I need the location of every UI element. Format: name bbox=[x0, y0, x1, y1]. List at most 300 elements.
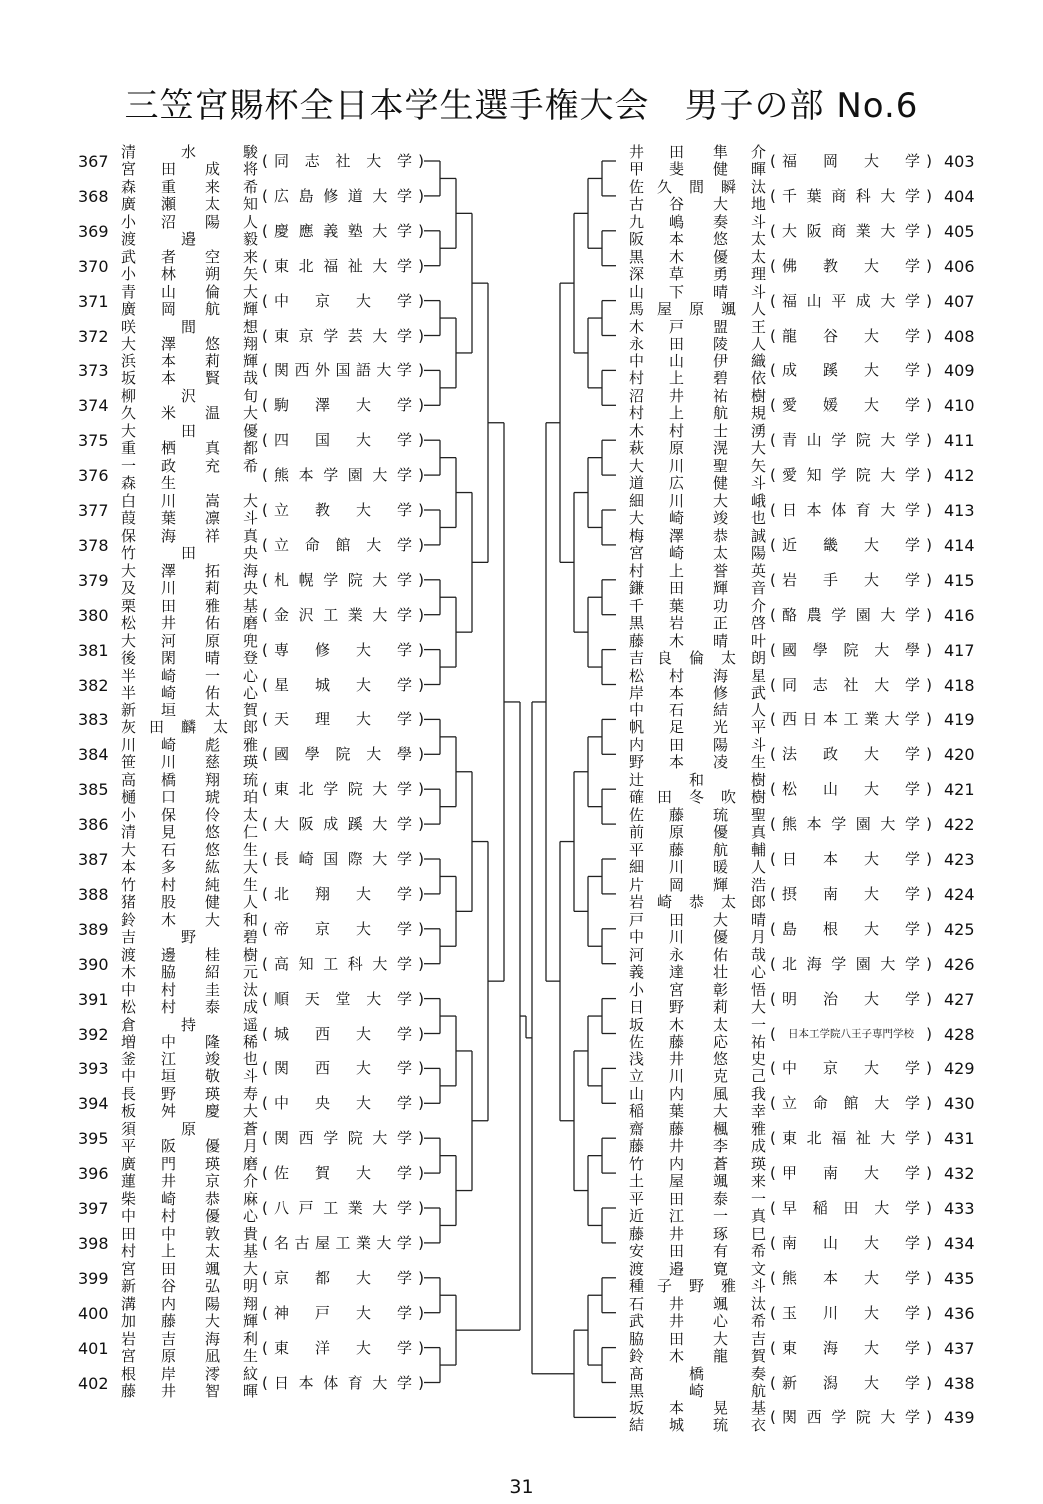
school-name: ( 國 學 院 大 學 ) bbox=[262, 745, 424, 764]
player-name: 中 石 結 人 bbox=[628, 701, 766, 720]
player-name: 道 広 健 斗 bbox=[628, 474, 766, 493]
player-name: 石 井 颯 汰 bbox=[628, 1294, 766, 1313]
school-name: ( 慶 應 義 塾 大 学 ) bbox=[262, 221, 424, 240]
player-name: 大 川 聖 矢 bbox=[628, 457, 766, 476]
player-name: 義 達 壮 心 bbox=[628, 962, 766, 981]
player-name: 岩 崎 恭 太 郎 bbox=[628, 892, 766, 911]
player-name: 佐 藤 琉 聖 bbox=[628, 806, 766, 825]
right-entry bbox=[0, 982, 1043, 1016]
player-name: 藤 井 琢 巳 bbox=[628, 1224, 766, 1243]
player-name: 野 本 凌 生 bbox=[628, 753, 766, 772]
seed-number: 422 bbox=[944, 815, 975, 835]
player-name: 松 村 泰 成 bbox=[120, 997, 258, 1016]
right-entry bbox=[0, 1017, 1043, 1051]
seed-number: 378 bbox=[78, 535, 109, 555]
right-entry bbox=[0, 423, 1043, 457]
seed-number: 437 bbox=[944, 1338, 975, 1358]
seed-number: 384 bbox=[78, 745, 109, 765]
school-name: ( 南 山 大 学 ) bbox=[770, 1233, 932, 1252]
seed-number: 412 bbox=[944, 466, 975, 486]
player-name: 村 上 航 規 bbox=[628, 404, 766, 423]
player-name: 咲 間 想 bbox=[120, 317, 258, 336]
seed-number: 430 bbox=[944, 1094, 975, 1114]
school-name: ( 佐 賀 大 学 ) bbox=[262, 1164, 424, 1183]
player-name: 宮 田 颯 大 bbox=[120, 1259, 258, 1278]
player-name: 村 上 碧 依 bbox=[628, 369, 766, 388]
seed-number: 421 bbox=[944, 780, 975, 800]
right-entry bbox=[0, 214, 1043, 248]
right-entry bbox=[0, 1086, 1043, 1120]
player-name: 黒 岩 正 啓 bbox=[628, 613, 766, 632]
seed-number: 427 bbox=[944, 989, 975, 1009]
seed-number: 394 bbox=[78, 1094, 109, 1114]
seed-number: 426 bbox=[944, 954, 975, 974]
seed-number: 402 bbox=[78, 1373, 109, 1393]
player-name: 甲 斐 健 暉 bbox=[628, 160, 766, 178]
right-entry bbox=[0, 1191, 1043, 1225]
player-name: 藤 井 智 暉 bbox=[120, 1381, 258, 1400]
player-name: 溝 内 陽 翔 bbox=[120, 1294, 258, 1313]
right-entry bbox=[0, 947, 1043, 981]
school-name: ( 千 葉 商 科 大 学 ) bbox=[770, 186, 932, 205]
seed-number: 372 bbox=[78, 326, 109, 346]
school-name: ( 熊 本 学 園 大 学 ) bbox=[770, 815, 932, 834]
player-name: 梅 澤 恭 誠 bbox=[628, 526, 766, 545]
player-name: 宮 原 凪 生 bbox=[120, 1346, 258, 1365]
seed-number: 413 bbox=[944, 501, 975, 520]
seed-number: 396 bbox=[78, 1164, 109, 1184]
right-entry bbox=[0, 737, 1043, 771]
seed-number: 398 bbox=[78, 1233, 109, 1253]
seed-number: 374 bbox=[78, 396, 109, 416]
player-name: 久 米 温 大 bbox=[120, 404, 258, 423]
player-name: 重 栖 真 都 bbox=[120, 439, 258, 458]
school-name: ( 帝 京 大 学 ) bbox=[262, 919, 424, 938]
player-name: 小 保 伶 太 bbox=[120, 806, 258, 825]
player-name: 川 崎 彪 雅 bbox=[120, 736, 258, 755]
player-name: 中 川 優 月 bbox=[628, 927, 766, 946]
right-entry bbox=[0, 877, 1043, 911]
player-name: 岩 吉 海 利 bbox=[120, 1329, 258, 1348]
school-name: ( 関 西 大 学 ) bbox=[262, 1059, 424, 1078]
school-name: ( 立 命 館 大 学 ) bbox=[262, 535, 424, 554]
school-name: ( 青 山 学 院 大 学 ) bbox=[770, 431, 932, 450]
player-name: 九 嶋 奏 斗 bbox=[628, 212, 766, 231]
school-name: ( 玉 川 大 学 ) bbox=[770, 1303, 932, 1322]
school-name: ( 京 都 大 学 ) bbox=[262, 1268, 424, 1287]
right-entry bbox=[0, 179, 1043, 213]
seed-number: 371 bbox=[78, 291, 109, 311]
player-name: 土 屋 颯 来 bbox=[628, 1172, 766, 1191]
player-name: 須 原 蒼 bbox=[120, 1120, 258, 1139]
player-name: 後 閑 晴 登 bbox=[120, 648, 258, 667]
seed-number: 406 bbox=[944, 256, 975, 276]
player-name: 増 中 隆 稀 bbox=[120, 1032, 258, 1051]
school-name: ( 酪 農 学 園 大 学 ) bbox=[770, 605, 932, 624]
player-name: 種 子 野 雅 斗 bbox=[628, 1276, 766, 1295]
seed-number: 415 bbox=[944, 570, 975, 590]
player-name: 坂 本 晃 基 bbox=[628, 1399, 766, 1418]
school-name: ( 東 北 福 祉 大 学 ) bbox=[770, 1129, 932, 1148]
player-name: 新 垣 太 賀 bbox=[120, 701, 258, 720]
seed-number: 397 bbox=[78, 1199, 109, 1218]
player-name: 根 岸 澪 紋 bbox=[120, 1364, 258, 1383]
seed-number: 404 bbox=[944, 186, 975, 206]
player-name: 佐 藤 応 祐 bbox=[628, 1032, 766, 1051]
player-name: 藤 井 李 成 bbox=[628, 1137, 766, 1156]
school-name: ( 城 西 大 学 ) bbox=[262, 1024, 424, 1043]
seed-number: 393 bbox=[78, 1059, 109, 1079]
player-name: 吉 野 碧 bbox=[120, 927, 258, 946]
school-name: ( 広 島 修 道 大 学 ) bbox=[262, 186, 424, 205]
school-name: ( 大 阪 成 蹊 大 学 ) bbox=[262, 815, 424, 834]
school-name: ( 東 洋 大 学 ) bbox=[262, 1338, 424, 1357]
player-name: 田 中 敦 貴 bbox=[120, 1224, 258, 1243]
player-name: 松 村 海 星 bbox=[628, 666, 766, 685]
seed-number: 389 bbox=[78, 919, 109, 939]
player-name: 竹 村 純 生 bbox=[120, 875, 258, 894]
player-name: 竹 田 央 bbox=[120, 543, 258, 562]
seed-number: 400 bbox=[78, 1303, 109, 1323]
player-name: 小 宮 彰 悟 bbox=[628, 980, 766, 999]
seed-number: 434 bbox=[944, 1233, 975, 1253]
seed-number: 403 bbox=[944, 152, 975, 171]
player-name: 柳 沢 旬 bbox=[120, 387, 258, 406]
player-name: 鈴 木 龍 賀 bbox=[628, 1346, 766, 1365]
school-name: ( 東 海 大 学 ) bbox=[770, 1338, 932, 1357]
player-name: 沼 井 祐 樹 bbox=[628, 387, 766, 406]
school-name: ( 熊 本 学 園 大 学 ) bbox=[262, 466, 424, 485]
player-name: 日 野 莉 大 bbox=[628, 997, 766, 1016]
player-name: 猪 股 健 人 bbox=[120, 892, 258, 911]
seed-number: 423 bbox=[944, 850, 975, 869]
school-name: ( 同 志 社 大 学 ) bbox=[262, 152, 424, 170]
player-name: 及 川 莉 央 bbox=[120, 578, 258, 597]
player-name: 山 内 風 我 bbox=[628, 1085, 766, 1104]
seed-number: 383 bbox=[78, 710, 109, 730]
player-name: 柴 崎 恭 麻 bbox=[120, 1190, 258, 1208]
player-name: 木 村 士 湧 bbox=[628, 422, 766, 441]
school-name: ( 松 山 大 学 ) bbox=[770, 780, 932, 799]
player-name: 坂 本 賢 哉 bbox=[120, 369, 258, 388]
seed-number: 432 bbox=[944, 1164, 975, 1184]
school-name: ( 愛 媛 大 学 ) bbox=[770, 396, 932, 415]
school-name: ( 専 修 大 学 ) bbox=[262, 640, 424, 659]
seed-number: 417 bbox=[944, 640, 975, 660]
player-name: 灰 田 麟 太 郎 bbox=[120, 718, 258, 737]
player-name: 蓮 井 京 介 bbox=[120, 1172, 258, 1191]
right-entry bbox=[0, 528, 1043, 562]
player-name: 小 沼 陽 人 bbox=[120, 212, 258, 231]
school-name: ( 高 知 工 科 大 学 ) bbox=[262, 954, 424, 973]
school-name: ( 法 政 大 学 ) bbox=[770, 745, 932, 764]
seed-number: 386 bbox=[78, 815, 109, 835]
seed-number: 424 bbox=[944, 884, 975, 904]
player-name: 辻 和 樹 bbox=[628, 771, 766, 790]
school-name: ( 日本工学院八王子専門学校 ) bbox=[770, 1024, 932, 1043]
player-name: 安 田 有 希 bbox=[628, 1241, 766, 1260]
player-name: 坂 木 太 一 bbox=[628, 1015, 766, 1034]
seed-number: 407 bbox=[944, 291, 975, 311]
player-name: 樋 口 琥 珀 bbox=[120, 788, 258, 807]
school-name: ( 神 戸 大 学 ) bbox=[262, 1303, 424, 1322]
school-name: ( 中 京 大 学 ) bbox=[262, 291, 424, 310]
seed-number: 390 bbox=[78, 954, 109, 974]
seed-number: 433 bbox=[944, 1199, 975, 1218]
seed-number: 392 bbox=[78, 1024, 109, 1044]
player-name: 大 田 優 bbox=[120, 422, 258, 441]
player-name: 高 橋 翔 琉 bbox=[120, 771, 258, 790]
school-name: ( 明 治 大 学 ) bbox=[770, 989, 932, 1008]
seed-number: 408 bbox=[944, 326, 975, 346]
school-name: ( 同 志 社 大 学 ) bbox=[770, 675, 932, 694]
school-name: ( 東 北 学 院 大 学 ) bbox=[262, 780, 424, 799]
player-name: 中 垣 敬 斗 bbox=[120, 1067, 258, 1086]
player-name: 山 下 晴 斗 bbox=[628, 282, 766, 301]
player-name: 髙 橋 奏 bbox=[628, 1364, 766, 1383]
school-name: ( 北 翔 大 学 ) bbox=[262, 884, 424, 903]
player-name: 浅 井 悠 史 bbox=[628, 1050, 766, 1069]
player-name: 確 田 冬 吹 樹 bbox=[628, 788, 766, 807]
right-entry bbox=[0, 1400, 1043, 1434]
player-name: 青 山 倫 大 bbox=[120, 282, 258, 301]
player-name: 立 川 克 己 bbox=[628, 1067, 766, 1086]
seed-number: 368 bbox=[78, 186, 109, 206]
right-entry bbox=[0, 1121, 1043, 1155]
right-entry bbox=[0, 1331, 1043, 1365]
right-entry bbox=[0, 493, 1043, 527]
player-name: 長 野 瑛 寿 bbox=[120, 1085, 258, 1104]
school-name: ( 東 京 学 芸 大 学 ) bbox=[262, 326, 424, 345]
player-name: 木 脇 紹 元 bbox=[120, 962, 258, 981]
seed-number: 436 bbox=[944, 1303, 975, 1323]
right-entry bbox=[0, 1226, 1043, 1260]
player-name: 内 田 陽 斗 bbox=[628, 736, 766, 755]
right-entry bbox=[0, 842, 1043, 876]
right-entry bbox=[0, 598, 1043, 632]
player-name: 千 葉 功 介 bbox=[628, 596, 766, 615]
seed-number: 367 bbox=[78, 152, 109, 171]
player-name: 宮 崎 太 陽 bbox=[628, 543, 766, 562]
seed-number: 425 bbox=[944, 919, 975, 939]
player-name: 松 井 佑 磨 bbox=[120, 613, 258, 632]
seed-number: 379 bbox=[78, 570, 109, 590]
player-name: 森 生 bbox=[120, 474, 176, 493]
player-name: 深 草 勇 理 bbox=[628, 264, 766, 283]
school-name: ( 長 崎 国 際 大 学 ) bbox=[262, 850, 424, 868]
page-number: 31 bbox=[509, 1476, 534, 1498]
seed-number: 375 bbox=[78, 431, 109, 451]
seed-number: 420 bbox=[944, 745, 975, 765]
school-name: ( 中 央 大 学 ) bbox=[262, 1094, 424, 1113]
school-name: ( 島 根 大 学 ) bbox=[770, 919, 932, 938]
player-name: 黒 崎 航 bbox=[628, 1381, 766, 1400]
player-name: 竹 内 蒼 瑛 bbox=[628, 1155, 766, 1174]
player-name: 大 澤 悠 翔 bbox=[120, 334, 258, 353]
player-name: 近 江 一 真 bbox=[628, 1207, 766, 1225]
school-name: ( 関 西 学 院 大 学 ) bbox=[770, 1408, 932, 1427]
school-name: ( 天 理 大 学 ) bbox=[262, 710, 424, 729]
player-name: 半 崎 一 心 bbox=[120, 666, 258, 685]
player-name: 清 見 悠 仁 bbox=[120, 823, 258, 842]
school-name: ( 日 本 体 育 大 学 ) bbox=[262, 1373, 424, 1392]
school-name: ( 中 京 大 学 ) bbox=[770, 1059, 932, 1078]
seed-number: 428 bbox=[944, 1024, 975, 1044]
school-name: ( 甲 南 大 学 ) bbox=[770, 1164, 932, 1183]
seed-number: 369 bbox=[78, 221, 109, 241]
school-name: ( 立 教 大 学 ) bbox=[262, 501, 424, 519]
player-name: 板 舛 慶 大 bbox=[120, 1102, 258, 1121]
player-name: 廣 瀬 太 知 bbox=[120, 194, 258, 213]
right-entry bbox=[0, 702, 1043, 736]
seed-number: 414 bbox=[944, 535, 975, 555]
player-name: 倉 持 遥 bbox=[120, 1015, 258, 1034]
school-name: ( 國 學 院 大 學 ) bbox=[770, 640, 932, 659]
player-name: 吉 良 倫 太 朗 bbox=[628, 648, 766, 667]
seed-number: 405 bbox=[944, 221, 975, 241]
seed-number: 373 bbox=[78, 361, 109, 381]
school-name: ( 近 畿 大 学 ) bbox=[770, 535, 932, 554]
seed-number: 370 bbox=[78, 256, 109, 276]
school-name: ( 駒 澤 大 学 ) bbox=[262, 396, 424, 415]
player-name: 永 田 陵 人 bbox=[628, 334, 766, 353]
player-name: 帆 足 光 平 bbox=[628, 718, 766, 737]
school-name: ( 岩 手 大 学 ) bbox=[770, 570, 932, 589]
player-name: 白 川 嵩 大 bbox=[120, 492, 258, 510]
player-name: 村 上 誉 英 bbox=[628, 561, 766, 580]
school-name: ( 星 城 大 学 ) bbox=[262, 675, 424, 694]
seed-number: 395 bbox=[78, 1129, 109, 1149]
right-entry bbox=[0, 563, 1043, 597]
player-name: 古 谷 大 地 bbox=[628, 194, 766, 213]
right-entry bbox=[0, 633, 1043, 667]
player-name: 中 村 圭 汰 bbox=[120, 980, 258, 999]
seed-number: 411 bbox=[944, 431, 975, 451]
right-entry bbox=[0, 284, 1043, 318]
player-name: 藤 木 晴 叶 bbox=[628, 631, 766, 650]
player-name: 細 川 暖 人 bbox=[628, 858, 766, 876]
player-name: 細 川 大 峨 bbox=[628, 492, 766, 510]
seed-number: 401 bbox=[78, 1338, 109, 1358]
seed-number: 409 bbox=[944, 361, 975, 381]
player-name: 加 藤 大 輝 bbox=[120, 1311, 258, 1330]
player-name: 一 政 充 希 bbox=[120, 457, 258, 476]
right-entry bbox=[0, 1051, 1043, 1085]
school-name: ( 早 稲 田 大 学 ) bbox=[770, 1199, 932, 1217]
school-name: ( 摂 南 大 学 ) bbox=[770, 884, 932, 903]
right-entry bbox=[0, 1296, 1043, 1330]
right-entry bbox=[0, 807, 1043, 841]
school-name: ( 関 西 外 国 語 大 学 ) bbox=[262, 361, 424, 380]
school-name: ( 日 本 大 学 ) bbox=[770, 850, 932, 868]
right-entry bbox=[0, 1156, 1043, 1190]
right-entry bbox=[0, 912, 1043, 946]
player-name: 中 村 優 心 bbox=[120, 1207, 258, 1225]
seed-number: 431 bbox=[944, 1129, 975, 1149]
school-name: ( 新 潟 大 学 ) bbox=[770, 1373, 932, 1392]
player-name: 河 永 佑 哉 bbox=[628, 945, 766, 964]
school-name: ( 立 命 館 大 学 ) bbox=[770, 1094, 932, 1113]
player-name: 新 谷 弘 明 bbox=[120, 1276, 258, 1295]
player-name: 廣 門 瑛 磨 bbox=[120, 1155, 258, 1174]
player-name: 保 海 祥 真 bbox=[120, 526, 258, 545]
seed-number: 438 bbox=[944, 1373, 975, 1393]
player-name: 大 石 悠 生 bbox=[120, 841, 258, 859]
seed-number: 385 bbox=[78, 780, 109, 800]
player-name: 宮 田 成 将 bbox=[120, 160, 258, 178]
seed-number: 388 bbox=[78, 884, 109, 904]
player-name: 葭 葉 凛 斗 bbox=[120, 509, 258, 527]
school-name: ( 順 天 堂 大 学 ) bbox=[262, 989, 424, 1008]
seed-number: 377 bbox=[78, 501, 109, 520]
seed-number: 391 bbox=[78, 989, 109, 1009]
seed-number: 418 bbox=[944, 675, 975, 695]
player-name: 森 重 来 希 bbox=[120, 177, 258, 196]
school-name: ( 福 岡 大 学 ) bbox=[770, 152, 932, 170]
player-name: 中 山 伊 織 bbox=[628, 352, 766, 371]
player-name: 馬 屋 原 颯 人 bbox=[628, 299, 766, 318]
player-name: 平 阪 優 月 bbox=[120, 1137, 258, 1156]
right-entry bbox=[0, 249, 1043, 283]
right-entry bbox=[0, 772, 1043, 806]
right-entry bbox=[0, 458, 1043, 492]
seed-number: 435 bbox=[944, 1268, 975, 1288]
right-entry bbox=[0, 668, 1043, 702]
player-name: 齋 藤 楓 雅 bbox=[628, 1120, 766, 1139]
player-name: 渡 邉 毅 bbox=[120, 229, 258, 248]
school-name: ( 四 国 大 学 ) bbox=[262, 431, 424, 450]
school-name: ( 福 山 平 成 大 学 ) bbox=[770, 291, 932, 310]
player-name: 武 者 空 来 bbox=[120, 247, 258, 266]
player-name: 戸 田 大 晴 bbox=[628, 910, 766, 929]
school-name: ( 愛 知 学 院 大 学 ) bbox=[770, 466, 932, 485]
player-name: 鎌 田 輝 音 bbox=[628, 578, 766, 597]
seed-number: 387 bbox=[78, 850, 109, 869]
right-entry bbox=[0, 144, 1043, 178]
player-name: 笹 川 慈 瑛 bbox=[120, 753, 258, 772]
player-name: 大 澤 拓 海 bbox=[120, 561, 258, 580]
seed-number: 399 bbox=[78, 1268, 109, 1288]
player-name: 渡 邊 桂 樹 bbox=[120, 945, 258, 964]
seed-number: 376 bbox=[78, 466, 109, 486]
right-entry bbox=[0, 319, 1043, 353]
player-name: 浜 本 莉 輝 bbox=[120, 352, 258, 371]
player-name: 阪 本 悠 太 bbox=[628, 229, 766, 248]
player-name: 平 田 泰 一 bbox=[628, 1190, 766, 1208]
seed-number: 380 bbox=[78, 605, 109, 625]
player-name: 黒 木 優 太 bbox=[628, 247, 766, 266]
player-name: 木 戸 盟 王 bbox=[628, 317, 766, 336]
player-name: 釜 江 竣 也 bbox=[120, 1050, 258, 1069]
player-name: 佐 久 間 瞬 汰 bbox=[628, 177, 766, 196]
player-name: 岸 本 修 武 bbox=[628, 683, 766, 702]
player-name: 平 藤 航 輔 bbox=[628, 841, 766, 859]
player-name: 半 崎 佑 心 bbox=[120, 683, 258, 702]
school-name: ( 八 戸 工 業 大 学 ) bbox=[262, 1199, 424, 1217]
seed-number: 381 bbox=[78, 640, 109, 660]
player-name: 井 田 隼 介 bbox=[628, 143, 766, 161]
school-name: ( 龍 谷 大 学 ) bbox=[770, 326, 932, 345]
player-name: 村 上 太 基 bbox=[120, 1241, 258, 1260]
player-name: 清 水 駿 bbox=[120, 143, 258, 161]
school-name: ( 熊 本 大 学 ) bbox=[770, 1268, 932, 1287]
player-name: 稲 葉 大 幸 bbox=[628, 1102, 766, 1121]
seed-number: 410 bbox=[944, 396, 975, 416]
player-name: 武 井 心 希 bbox=[628, 1311, 766, 1330]
player-name: 萩 原 滉 大 bbox=[628, 439, 766, 458]
page-title: 三笠宮賜杯全日本学生選手権大会 男子の部 No.6 bbox=[124, 86, 919, 126]
player-name: 大 河 原 兜 bbox=[120, 631, 258, 650]
